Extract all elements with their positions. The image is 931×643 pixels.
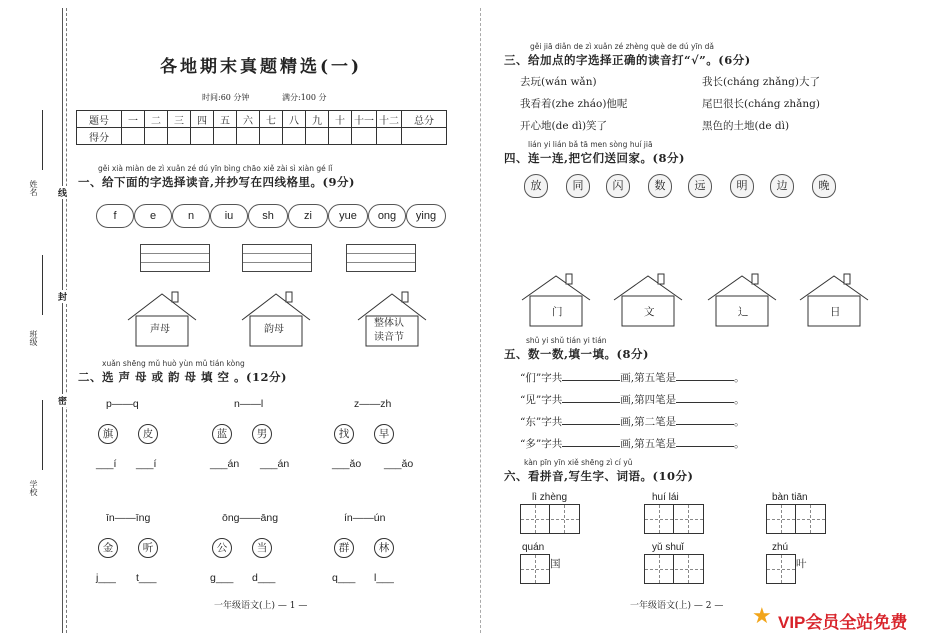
- score-input[interactable]: [145, 128, 168, 145]
- score-cell: 一: [122, 111, 145, 128]
- score-input[interactable]: [352, 128, 377, 145]
- pair-label: n——l: [234, 398, 264, 410]
- score-input[interactable]: [377, 128, 402, 145]
- tian-grid[interactable]: [520, 554, 550, 584]
- q5-row: [520, 392, 745, 407]
- house-shengmu: [126, 290, 198, 348]
- name-line: [42, 110, 43, 170]
- score-cell: 九: [306, 111, 329, 128]
- q1-heading: 一、给下面的字选择读音,并抄写在四线格里。(9分): [78, 175, 355, 189]
- binding-line-inner: [66, 8, 68, 633]
- fill-blank[interactable]: l___: [374, 572, 394, 584]
- q3-item[interactable]: 我看着(zhe zháo)他呢: [520, 98, 628, 110]
- radical-label: 门: [552, 306, 563, 318]
- q5-row: [520, 370, 745, 385]
- fill-blank[interactable]: ___í: [136, 458, 157, 470]
- peach-char[interactable]: 边: [770, 174, 794, 198]
- q5-row-c: 。: [734, 394, 745, 406]
- fill-blank[interactable]: ___í: [96, 458, 117, 470]
- q5-row: [520, 436, 745, 451]
- q3-item[interactable]: 开心地(de dì)笑了: [520, 120, 608, 132]
- footer-right: 一年级语文(上) — 2 —: [630, 601, 724, 611]
- vip-watermark: VIP会员全站免费: [778, 613, 908, 632]
- q6-pinyin: kàn pīn yīn xiě shēng zì cí yǔ: [524, 458, 633, 467]
- score-input[interactable]: [260, 128, 283, 145]
- q3-pinyin: gěi jiā diǎn de zì xuǎn zé zhèng què de dú yīn dǎ: [530, 42, 714, 51]
- tian-grid[interactable]: [644, 504, 704, 534]
- peach-char[interactable]: 同: [566, 174, 590, 198]
- stroke-count-blank[interactable]: [562, 424, 620, 425]
- q5-row-a: “东”字共: [520, 416, 563, 428]
- seal-char-xian: 线: [58, 186, 67, 199]
- syllable-cloud[interactable]: zi: [288, 204, 328, 228]
- q6-word-pinyin: zhú: [772, 542, 789, 553]
- peach-char[interactable]: 闪: [606, 174, 630, 198]
- q6-word-pinyin: huí lái: [652, 492, 679, 503]
- radical-label: 日: [830, 306, 841, 318]
- score-cell: 题号: [77, 111, 122, 128]
- q6-word-pinyin: yǔ shuǐ: [652, 542, 684, 553]
- pair-label: p——q: [106, 398, 139, 410]
- stroke-name-blank[interactable]: [676, 380, 734, 381]
- peach-char[interactable]: 明: [730, 174, 754, 198]
- q5-heading: 五、数一数,填一填。(8分): [504, 347, 649, 361]
- star-icon: ★: [752, 604, 772, 629]
- stroke-count-blank[interactable]: [562, 446, 620, 447]
- peach-char[interactable]: 数: [648, 174, 672, 198]
- house-label-zhengti-2: 读音节: [374, 332, 404, 343]
- char-circle: 找: [334, 424, 354, 444]
- fill-blank[interactable]: ___án: [260, 458, 290, 470]
- q3-item[interactable]: 尾巴很长(cháng zhǎng): [702, 98, 820, 110]
- tian-grid[interactable]: [520, 504, 580, 534]
- fill-blank[interactable]: d___: [252, 572, 276, 584]
- score-input[interactable]: [306, 128, 329, 145]
- q2-pinyin: xuǎn shēng mǔ huò yùn mǔ tián kòng: [102, 359, 245, 368]
- score-cell: 十: [329, 111, 352, 128]
- q3-heading: 三、给加点的字选择正确的读音打“√”。(6分): [504, 53, 751, 67]
- fill-blank[interactable]: ___ǎo: [332, 458, 362, 470]
- q6-word-pinyin: bàn tiān: [772, 492, 808, 503]
- q4-heading: 四、连一连,把它们送回家。(8分): [504, 151, 685, 165]
- class-label: 班级: [29, 330, 38, 346]
- pair-label: z——zh: [354, 398, 392, 410]
- school-label: 学校: [29, 480, 38, 496]
- q3-item[interactable]: 黑色的土地(de dì): [702, 120, 790, 132]
- char-circle: 蓝: [212, 424, 232, 444]
- q5-row-c: 。: [734, 372, 745, 384]
- binding-line-outer: [62, 8, 63, 633]
- q6-heading: 六、看拼音,写生字、词语。(10分): [504, 469, 694, 483]
- stroke-count-blank[interactable]: [562, 402, 620, 403]
- q6-word-pinyin: quán: [522, 542, 545, 553]
- radical-house: [706, 272, 778, 328]
- char-circle: 金: [98, 538, 118, 558]
- score-input[interactable]: [168, 128, 191, 145]
- four-line-grid[interactable]: [242, 244, 312, 272]
- q6-given-char: 叶: [796, 558, 807, 570]
- exam-time: 时间:60 分钟: [202, 93, 250, 102]
- syllable-cloud[interactable]: n: [172, 204, 210, 228]
- four-line-grid[interactable]: [346, 244, 416, 272]
- syllable-cloud[interactable]: iu: [210, 204, 248, 228]
- score-cell: 得分: [77, 128, 122, 145]
- char-circle: 公: [212, 538, 232, 558]
- footer-left: 一年级语文(上) — 1 —: [214, 601, 308, 611]
- stroke-name-blank[interactable]: [676, 446, 734, 447]
- score-input[interactable]: [122, 128, 145, 145]
- radical-house: [798, 272, 870, 328]
- score-cell: 四: [191, 111, 214, 128]
- radical-label: 文: [644, 306, 655, 318]
- exam-score: 满分:100 分: [282, 93, 327, 102]
- q5-row-b: 画,第二笔是: [620, 416, 677, 428]
- score-cell: 六: [237, 111, 260, 128]
- q3-item[interactable]: 我长(cháng zhǎng)大了: [702, 76, 820, 88]
- peach-char[interactable]: 晚: [812, 174, 836, 198]
- q5-pinyin: shǔ yi shǔ tián yi tián: [526, 336, 607, 345]
- q5-row-b: 画,第五笔是: [620, 372, 677, 384]
- stroke-name-blank[interactable]: [676, 424, 734, 425]
- score-input[interactable]: [191, 128, 214, 145]
- pair-label: īn——īng: [106, 512, 151, 524]
- pair-label: ōng——āng: [222, 512, 279, 524]
- score-cell: 五: [214, 111, 237, 128]
- score-value-row: [77, 128, 447, 145]
- seal-char-feng: 封: [58, 290, 67, 303]
- score-header-row: [77, 111, 447, 128]
- q5-row-c: 。: [734, 416, 745, 428]
- tian-grid[interactable]: [644, 554, 704, 584]
- char-circle: 林: [374, 538, 394, 558]
- q3-item[interactable]: 去玩(wán wǎn): [520, 76, 597, 88]
- score-cell: 总分: [402, 111, 447, 128]
- page-divider: [480, 8, 482, 633]
- school-line: [42, 400, 43, 470]
- score-cell: 十一: [352, 111, 377, 128]
- q5-row-c: 。: [734, 438, 745, 450]
- peach-char[interactable]: 放: [524, 174, 548, 198]
- page-title: 各地期末真题精选(一): [160, 57, 363, 77]
- char-circle: 男: [252, 424, 272, 444]
- syllable-cloud[interactable]: ong: [368, 204, 406, 228]
- fill-blank[interactable]: q___: [332, 572, 356, 584]
- syllable-cloud[interactable]: yue: [328, 204, 368, 228]
- class-line: [42, 255, 43, 315]
- score-table: [76, 110, 447, 145]
- tian-grid[interactable]: [766, 504, 826, 534]
- q6-word-pinyin: lì zhèng: [532, 492, 568, 503]
- q2-heading: 二、选 声 母 或 韵 母 填 空 。(12分): [78, 370, 287, 384]
- syllable-cloud[interactable]: ying: [406, 204, 446, 228]
- house-label-yunmu: 韵母: [264, 324, 284, 335]
- char-circle: 听: [138, 538, 158, 558]
- char-circle: 早: [374, 424, 394, 444]
- score-cell: 三: [168, 111, 191, 128]
- house-yunmu: [240, 290, 312, 348]
- seal-char-mi: 密: [58, 394, 67, 407]
- stroke-count-blank[interactable]: [562, 380, 620, 381]
- syllable-cloud[interactable]: f: [96, 204, 134, 228]
- score-cell: 七: [260, 111, 283, 128]
- char-circle: 旗: [98, 424, 118, 444]
- score-input[interactable]: [329, 128, 352, 145]
- q5-row-a: “见”字共: [520, 394, 563, 406]
- fill-blank[interactable]: ___án: [210, 458, 240, 470]
- four-line-grid[interactable]: [140, 244, 210, 272]
- q5-row: [520, 414, 745, 429]
- q5-row-a: “们”字共: [520, 372, 563, 384]
- house-label-zhengti-1: 整体认: [374, 318, 404, 329]
- score-input[interactable]: [283, 128, 306, 145]
- radical-label: 辶: [738, 306, 749, 318]
- radical-house: [612, 272, 684, 328]
- score-cell: 二: [145, 111, 168, 128]
- score-input[interactable]: [237, 128, 260, 145]
- q5-row-a: “多”字共: [520, 438, 563, 450]
- fill-blank[interactable]: ___ǎo: [384, 458, 414, 470]
- score-input[interactable]: [402, 128, 447, 145]
- score-cell: 十二: [377, 111, 402, 128]
- char-circle: 群: [334, 538, 354, 558]
- score-cell: 八: [283, 111, 306, 128]
- radical-house: [520, 272, 592, 328]
- score-input[interactable]: [214, 128, 237, 145]
- tian-grid[interactable]: [766, 554, 796, 584]
- fill-blank[interactable]: j___: [96, 572, 116, 584]
- q1-pinyin: gěi xià miàn de zì xuǎn zé dú yīn bìng chāo xiě zài sì xiàn gé lǐ: [98, 164, 333, 173]
- fill-blank[interactable]: g___: [210, 572, 234, 584]
- q5-row-b: 画,第五笔是: [620, 438, 677, 450]
- q5-row-b: 画,第四笔是: [620, 394, 677, 406]
- fill-blank[interactable]: t___: [136, 572, 157, 584]
- q4-pinyin: lián yi lián bǎ tā men sòng huí jiā: [528, 140, 653, 149]
- q6-given-char: 国: [550, 558, 561, 570]
- char-circle: 皮: [138, 424, 158, 444]
- syllable-cloud[interactable]: e: [134, 204, 172, 228]
- peach-char[interactable]: 远: [688, 174, 712, 198]
- stroke-name-blank[interactable]: [676, 402, 734, 403]
- pair-label: ín——ún: [344, 512, 386, 524]
- name-label: 姓名: [29, 180, 38, 196]
- house-label-shengmu: 声母: [150, 324, 170, 335]
- char-circle: 当: [252, 538, 272, 558]
- syllable-cloud[interactable]: sh: [248, 204, 288, 228]
